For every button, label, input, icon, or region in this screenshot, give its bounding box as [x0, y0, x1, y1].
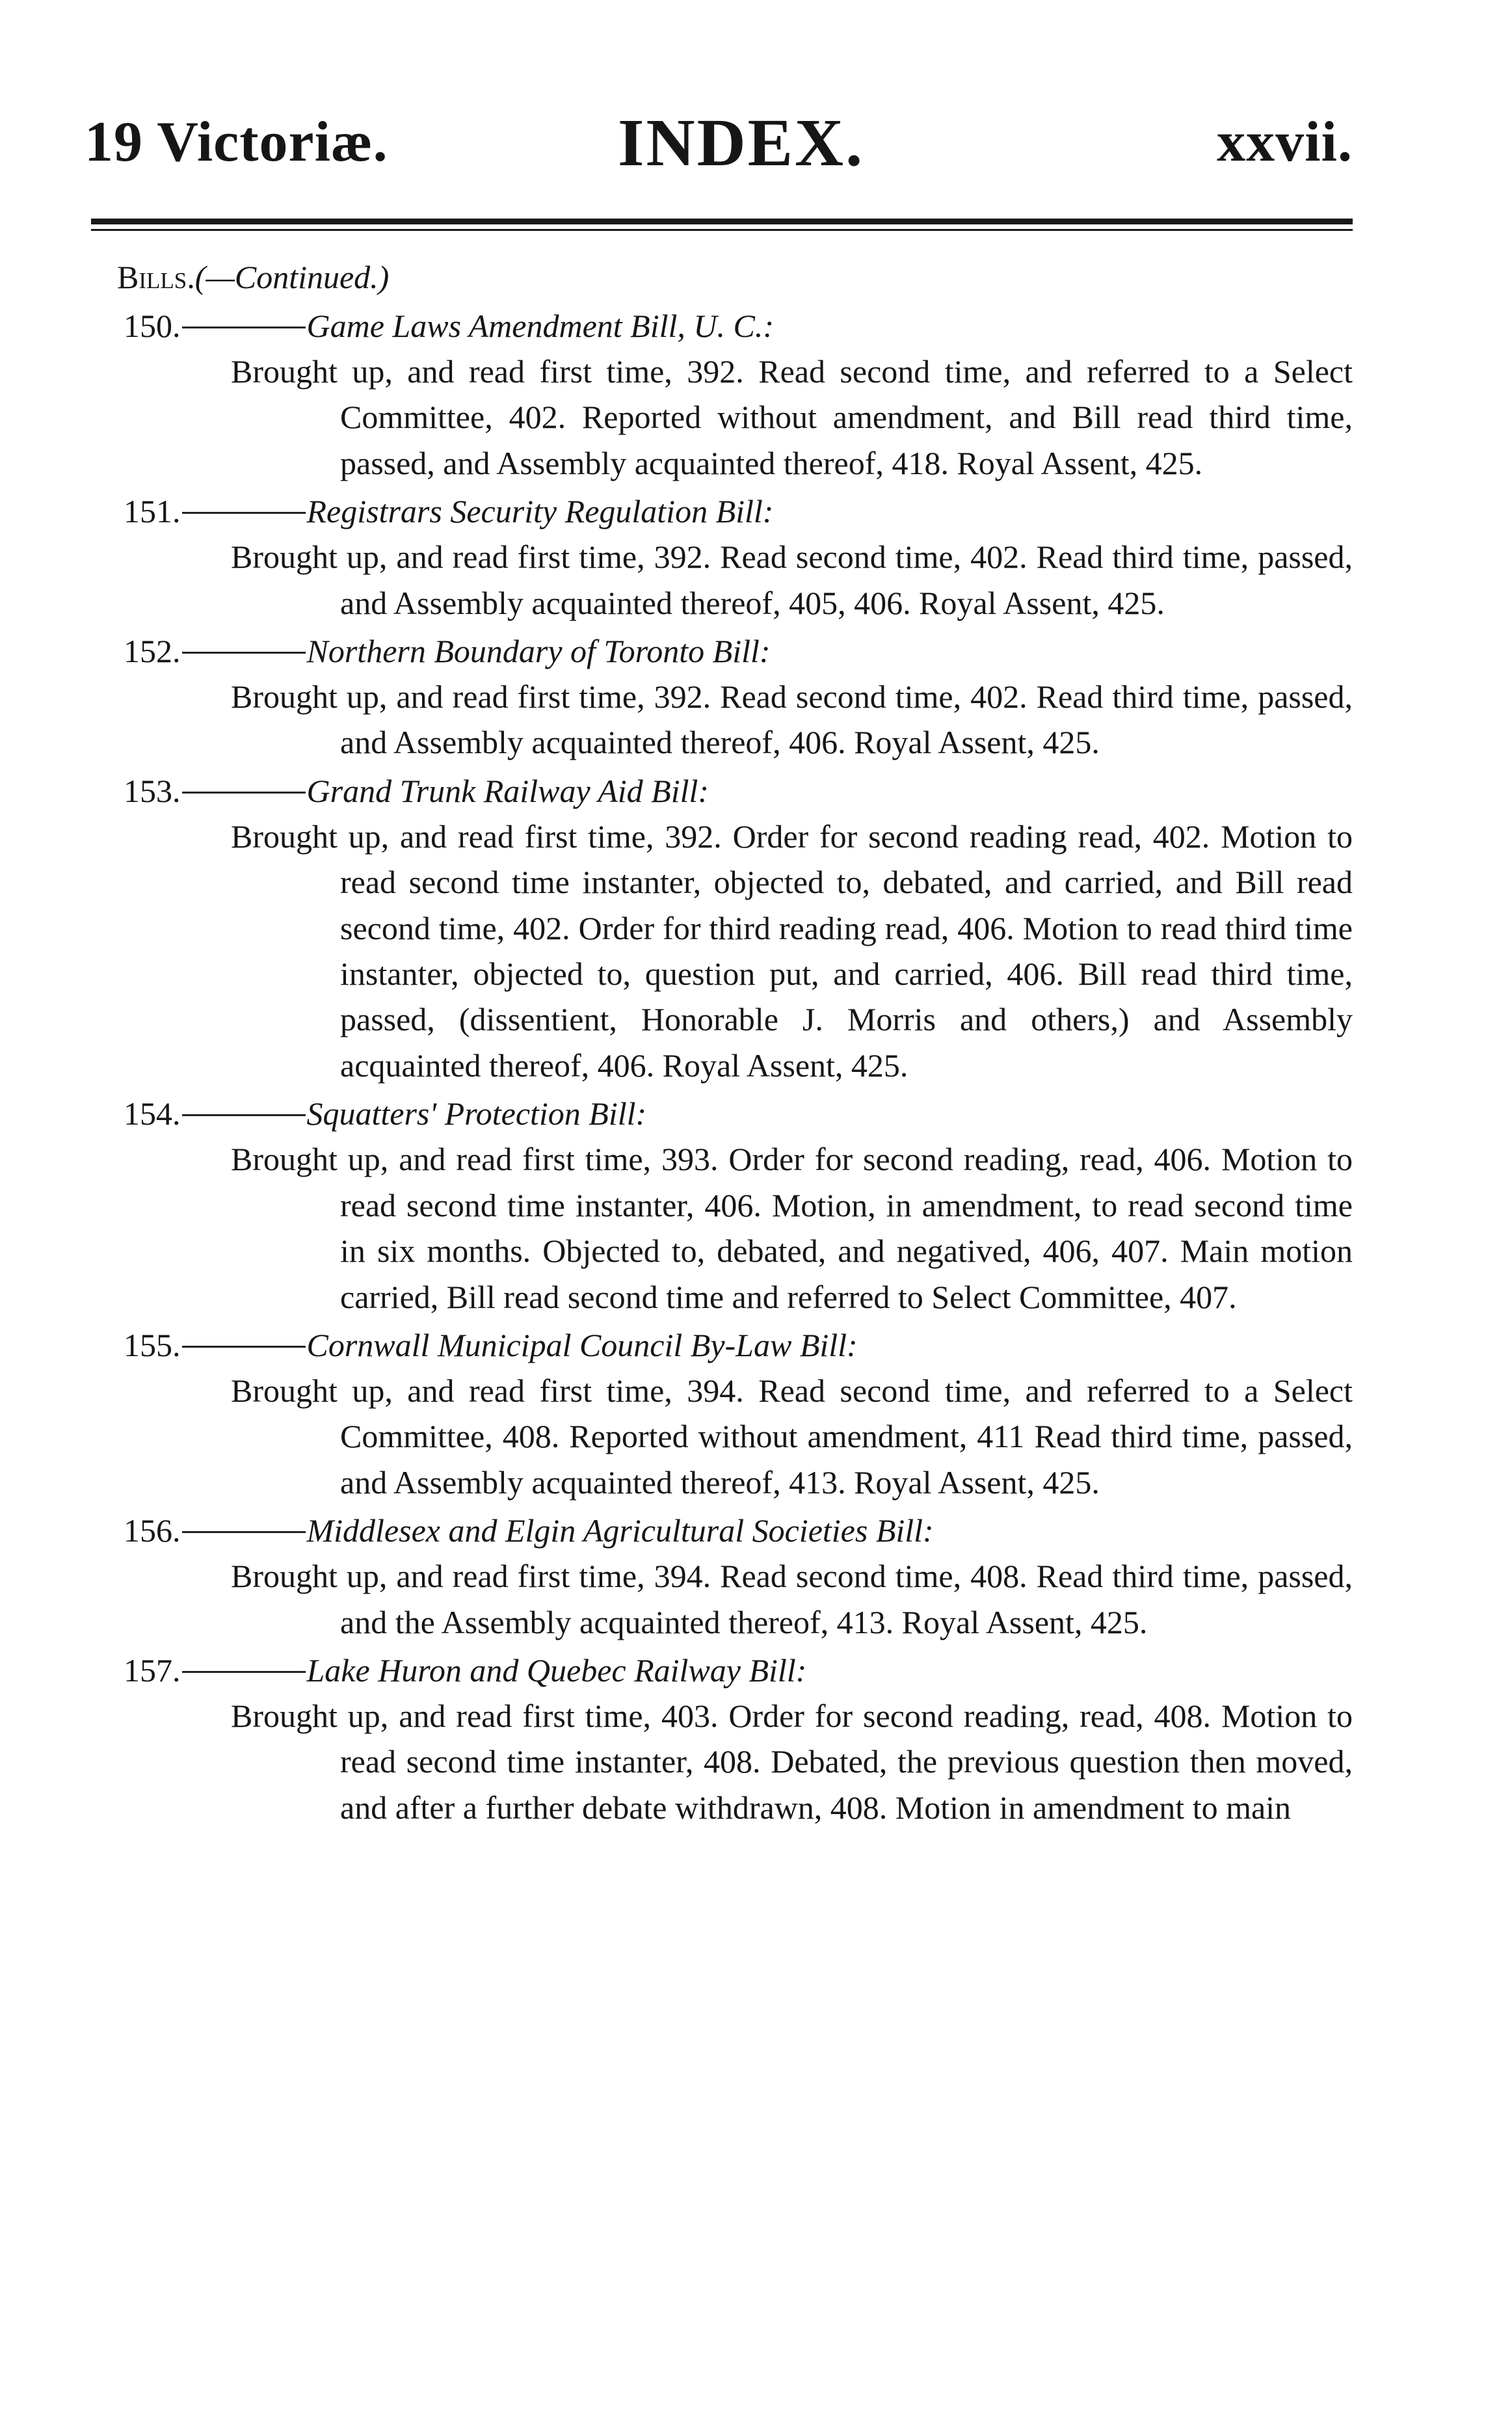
entry-text: Brought up, and read first time, 393. Order for second reading, read, 406. Motion to read second time instanter, 406. Motion, in amendment, to read second time in six months. Objected to, debated, and negatived, 406, 407. Main motion carried, Bill read second time and referred to Select Committee, 407.: [231, 1141, 1353, 1315]
entry-number: 151.: [124, 493, 181, 530]
bill-title: Game Laws Amendment Bill, U. C.:: [306, 308, 774, 344]
entry-text: Brought up, and read first time, 392. Read second time, 402. Read third time, passed, and Assembly acquainted thereof, 405, 406. Royal Assent, 425.: [231, 539, 1353, 621]
entry-text: Brought up, and read first time, 392. Read second time, and referred to a Select Committee, 402. Reported without amendment, and Bill read third time, passed, and Assembly acquainted thereof, 418. Royal Assent, 425.: [231, 353, 1353, 481]
entry-heading: [117, 303, 1353, 349]
header-page-number: xxvii.: [1217, 111, 1353, 174]
index-body: [117, 254, 1353, 1830]
entry-text: Brought up, and read first time, 392. Read second time, 402. Read third time, passed, and Assembly acquainted thereof, 406. Royal Assent, 425.: [231, 678, 1353, 761]
leader-dash: [182, 1114, 306, 1116]
header-rule-thin: [91, 229, 1353, 231]
index-entry: [117, 1322, 1353, 1505]
index-entry: [117, 303, 1353, 486]
entry-heading: [117, 1508, 1353, 1553]
section-continued: (—Continued.): [194, 259, 390, 295]
header-title: INDEX.: [618, 105, 865, 180]
entry-number: 153.: [124, 772, 181, 809]
entry-text: Brought up, and read first time, 403. Order for second reading, read, 408. Motion to read second time instanter, 408. Debated, the previous question then moved, and after a further debate withdrawn, 408. Motion in amendment to main: [231, 1697, 1353, 1826]
entry-number: 155.: [124, 1326, 181, 1363]
leader-dash: [182, 1531, 306, 1533]
running-header: [85, 104, 1353, 195]
index-entry: [117, 1648, 1353, 1830]
entry-heading: [117, 1091, 1353, 1136]
bill-title: Middlesex and Elgin Agricultural Societies Bill:: [306, 1512, 934, 1549]
index-entry: [117, 1091, 1353, 1320]
leader-dash: [182, 327, 306, 328]
entry-number: 156.: [124, 1512, 181, 1549]
entry-text: Brought up, and read first time, 392. Order for second reading read, 402. Motion to read second time instanter, objected to, debated, and carried, and Bill read second time, 402. Order for third reading read, 406. Motion to read third time instanter, objected to, question put, and carried, 406. Bill read third time, passed, (dissentient, Honorable J. Morris and others,) and Assembly acquainted thereof, 406. Royal Assent, 425.: [231, 818, 1353, 1084]
section-heading: [117, 254, 1353, 300]
index-entry: [117, 1508, 1353, 1645]
entry-heading: [117, 1322, 1353, 1368]
index-entry: [117, 628, 1353, 766]
section-name: Bills.: [117, 259, 195, 295]
index-entry: [117, 768, 1353, 1088]
header-regnal-year: 19 Victoriæ.: [85, 111, 388, 174]
entry-text: Brought up, and read first time, 394. Read second time, and referred to a Select Committee, 408. Reported without amendment, 411 Read third time, passed, and Assembly acquainted thereof, 413. Royal Assent, 425.: [231, 1372, 1353, 1501]
entry-heading: [117, 488, 1353, 534]
index-entry: [117, 488, 1353, 626]
entry-number: 154.: [124, 1095, 181, 1132]
header-rule-thick: [91, 219, 1353, 224]
bill-title: Grand Trunk Railway Aid Bill:: [306, 772, 710, 809]
bill-title: Cornwall Municipal Council By-Law Bill:: [306, 1326, 858, 1363]
entry-heading: [117, 768, 1353, 814]
entry-heading: [117, 628, 1353, 674]
entry-heading: [117, 1648, 1353, 1693]
bill-title: Registrars Security Regulation Bill:: [306, 493, 774, 530]
bill-title: Lake Huron and Quebec Railway Bill:: [306, 1651, 807, 1689]
bill-title: Squatters' Protection Bill:: [306, 1095, 647, 1132]
entry-text: Brought up, and read first time, 394. Read second time, 408. Read third time, passed, and the Assembly acquainted thereof, 413. Royal Assent, 425.: [231, 1558, 1353, 1640]
bill-title: Northern Boundary of Toronto Bill:: [306, 633, 771, 670]
entry-number: 157.: [124, 1651, 181, 1689]
leader-dash: [182, 512, 306, 514]
entry-number: 150.: [124, 308, 181, 344]
leader-dash: [182, 792, 306, 794]
leader-dash: [182, 652, 306, 654]
entry-number: 152.: [124, 633, 181, 670]
leader-dash: [182, 1346, 306, 1348]
leader-dash: [182, 1671, 306, 1673]
